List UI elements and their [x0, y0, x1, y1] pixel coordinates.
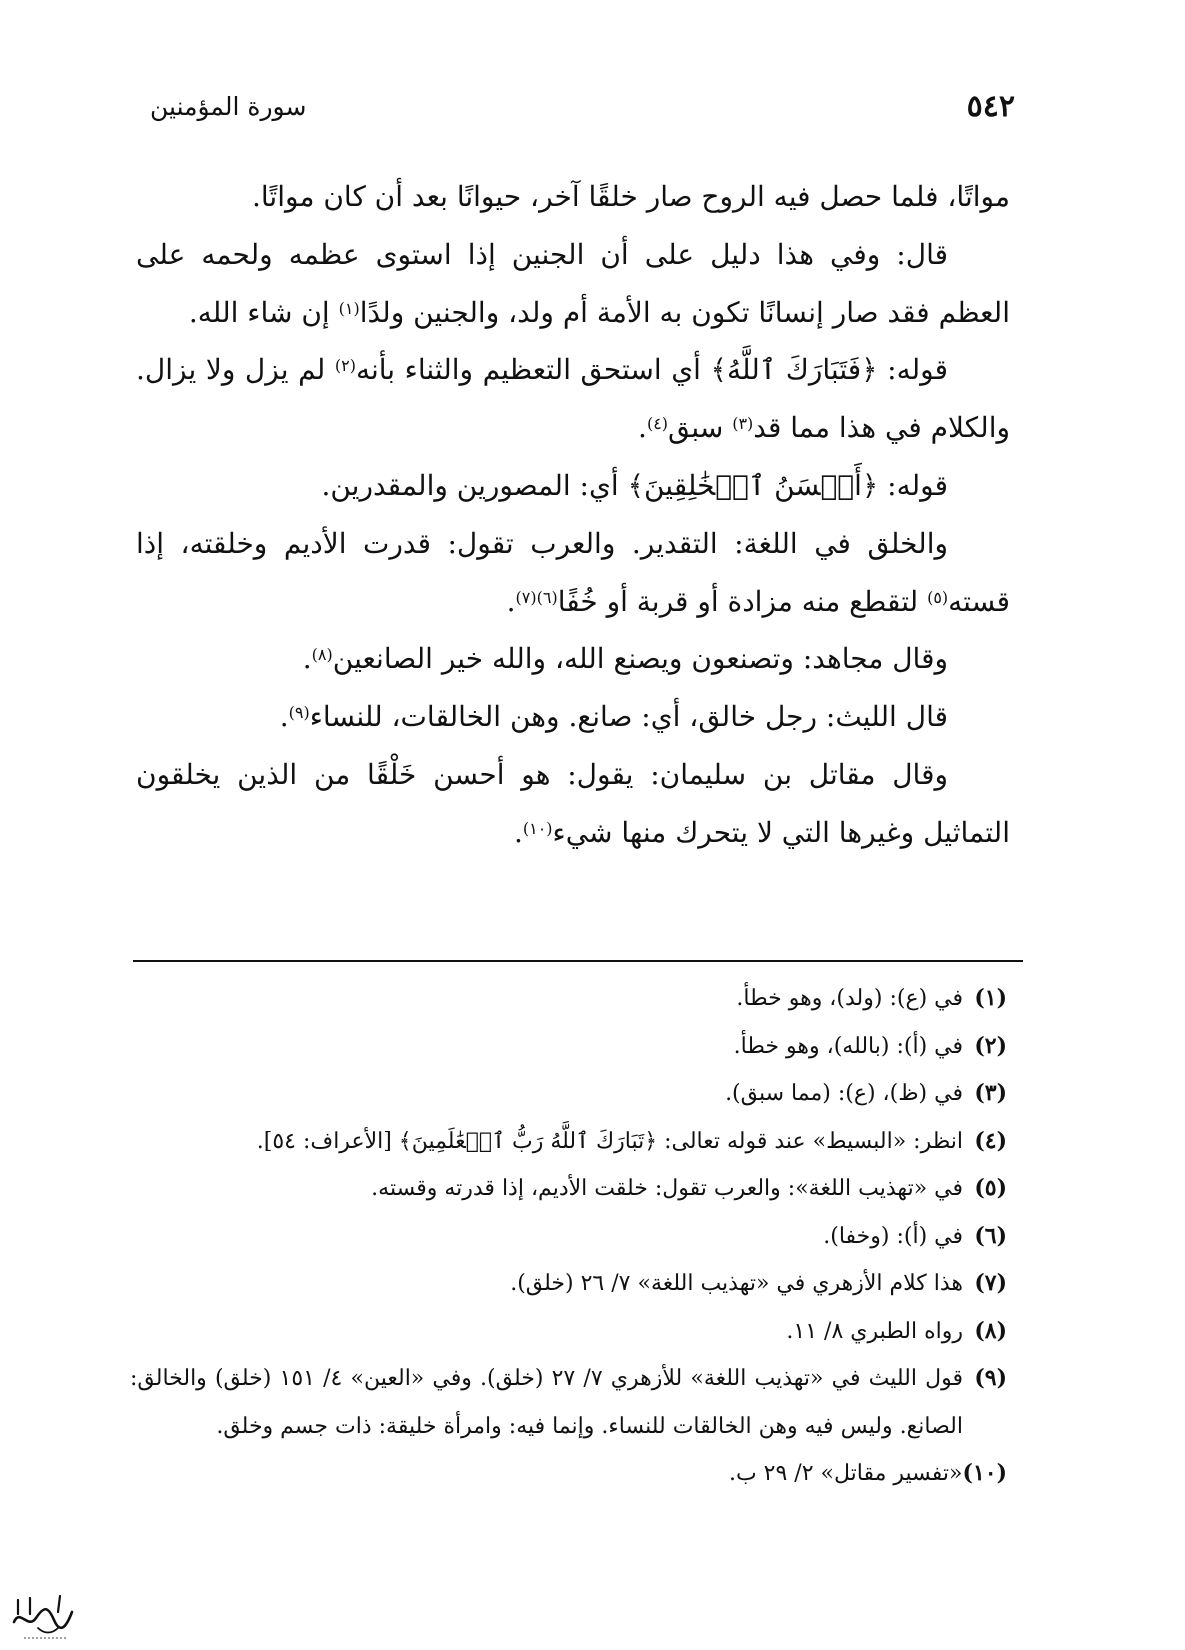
footnote-item: [130, 975, 1007, 1023]
quran-quote: ﴿فَتَبَارَكَ ٱللَّهُ﴾: [710, 353, 878, 387]
paragraph-1: [136, 168, 1010, 226]
text-run: لتقطع منه مزادة أو قربة أو خُفًا: [557, 584, 928, 618]
text-run: قال: وفي هذا دليل على أن الجنين إذا استوى عظمه ولحمه على العظم فقد صار إنسانًا تكون به الأمة أم ولد، والجنين ولدًا: [136, 237, 1010, 329]
logo-calligraphy: [14, 1609, 72, 1628]
footnote-text: هذا كلام الأزهري في «تهذيب اللغة» ٧/ ٢٦ (خلق).: [510, 1271, 963, 1296]
text-run: .: [279, 700, 289, 734]
footnote-ref-5[interactable]: (٥): [927, 587, 949, 607]
footnote-text: في (أ): (بالله)، وهو خطأ.: [733, 1033, 963, 1059]
footnote-text: في (ظ)، (ع): (مما سبق).: [725, 1081, 963, 1106]
text-run: قوله:: [877, 353, 948, 387]
page-number: ٥٤٢: [966, 88, 1015, 124]
footnote-number: (١٠): [962, 1460, 1007, 1486]
footnote-ref-7[interactable]: (٧): [515, 587, 537, 607]
paragraph-3: [136, 341, 1010, 457]
paragraph-2: [136, 226, 1010, 342]
surah-title: سورة المؤمنين: [150, 91, 307, 121]
text-run: مواتًا، فلما حصل فيه الروح صار خلقًا آخر، حيوانًا بعد أن كان مواتًا.: [251, 180, 1010, 213]
footnote-number: (٥): [974, 1175, 1007, 1201]
text-run: وقال مقاتل بن سليمان: يقول: هو أحسن خَلْقًا من الذين يخلقون التماثيل وغيرها التي لا يتحرك منها شيء: [136, 757, 1010, 849]
quran-quote: ﴿أَحۡسَنُ ٱلۡخَٰلِقِينَ﴾: [627, 468, 879, 502]
footnote-text: في (أ): (وخفا).: [823, 1223, 963, 1249]
footnote-ref-10[interactable]: (١٠): [522, 818, 553, 838]
footnote-ref-3[interactable]: (٣): [732, 414, 754, 434]
logo-calligraphy: [18, 1596, 60, 1614]
footnote-ref-2[interactable]: (٢): [334, 356, 356, 376]
footnote-ref-9[interactable]: (٩): [288, 703, 310, 723]
main-text: [136, 168, 1010, 862]
footnote-number: (٦): [974, 1222, 1007, 1249]
footnote-number: (٧): [974, 1270, 1007, 1296]
text-run: .: [638, 411, 647, 445]
text-run: سبق: [668, 411, 733, 445]
footnote-text: في «تهذيب اللغة»: والعرب تقول: خلقت الأديم، إذا قدرته وقسته.: [371, 1176, 963, 1201]
text-run: والخلق في اللغة: التقدير. والعرب تقول: قدرت الأديم وخلقته، إذا قسته: [136, 526, 1010, 618]
paragraph-8: [136, 746, 1010, 862]
footnote-item: [130, 1450, 1007, 1498]
text-run: لم يزل ولا يزال. والكلام في هذا مما قد: [136, 353, 1010, 445]
text-run: وقال مجاهد: وتصنعون ويصنع الله، والله خير الصانعين: [332, 642, 948, 676]
footnote-text: رواه الطبري ٨/ ١١.: [786, 1318, 963, 1344]
footnote-number: (٩): [974, 1365, 1007, 1391]
footnote-item: [130, 1355, 1007, 1450]
paragraph-5: [136, 515, 1010, 631]
text-run: إن شاء الله.: [188, 295, 339, 329]
paragraph-6: [136, 630, 1010, 688]
footnotes: [130, 975, 1007, 1498]
footnote-number: (٢): [974, 1032, 1007, 1059]
text-run: .: [302, 642, 312, 676]
text-run: .: [506, 584, 516, 618]
footnote-text: في (ع): (ولد)، وهو خطأ.: [736, 986, 963, 1011]
logo-calligraphy: [38, 1628, 58, 1633]
text-run: قوله:: [878, 468, 948, 502]
footnote-text: انظر: «البسيط» عند قوله تعالى: ﴿تَبَارَكَ ٱللَّهُ رَبُّ ٱلۡعَٰلَمِينَ﴾ [الأعراف: ٥٤].: [256, 1128, 963, 1154]
text-run: قال الليث: رجل خالق، أي: صانع. وهن الخالقات، للنساء: [309, 700, 948, 734]
paragraph-7: [136, 688, 1010, 746]
text-run: أي: المصورين والمقدرين.: [321, 468, 628, 502]
footnote-item: [130, 1023, 1007, 1071]
footnote-item: [130, 1165, 1007, 1213]
footnote-item: [130, 1213, 1007, 1261]
footnote-item: [130, 1260, 1007, 1308]
text-run: أي استحق التعظيم والثناء بأنه: [355, 353, 711, 387]
footnote-ref-1[interactable]: (١): [338, 298, 360, 318]
footnote-number: (١): [974, 985, 1007, 1011]
footnote-separator: [133, 960, 1023, 962]
footnote-number: (٤): [974, 1127, 1007, 1154]
text-run: .: [513, 815, 523, 849]
page-header: [150, 78, 1015, 134]
footnote-item: [130, 1118, 1007, 1166]
footnote-ref-8[interactable]: (٨): [311, 645, 333, 665]
footnote-number: (٨): [974, 1317, 1007, 1344]
paragraph-4: [136, 457, 1010, 515]
footnote-number: (٣): [974, 1080, 1007, 1106]
publisher-logo: [8, 1588, 78, 1643]
footnote-ref-4[interactable]: (٤): [646, 414, 669, 434]
footnote-item: [130, 1308, 1007, 1356]
footnote-text: قول الليث في «تهذيب اللغة» للأزهري ٧/ ٢٧ (خلق). وفي «العين» ٤/ ١٥١ (خلق) والخالق: الصانع. وليس فيه وهن الخالقات للنساء. وإنما فيه: وامرأة خليقة: ذات جسم وخلق.: [130, 1366, 964, 1439]
footnote-ref-6[interactable]: (٦): [536, 587, 558, 607]
footnote-item: [130, 1070, 1007, 1118]
footnote-text: «تفسير مقاتل» ٢/ ٢٩ ب.: [728, 1461, 963, 1486]
